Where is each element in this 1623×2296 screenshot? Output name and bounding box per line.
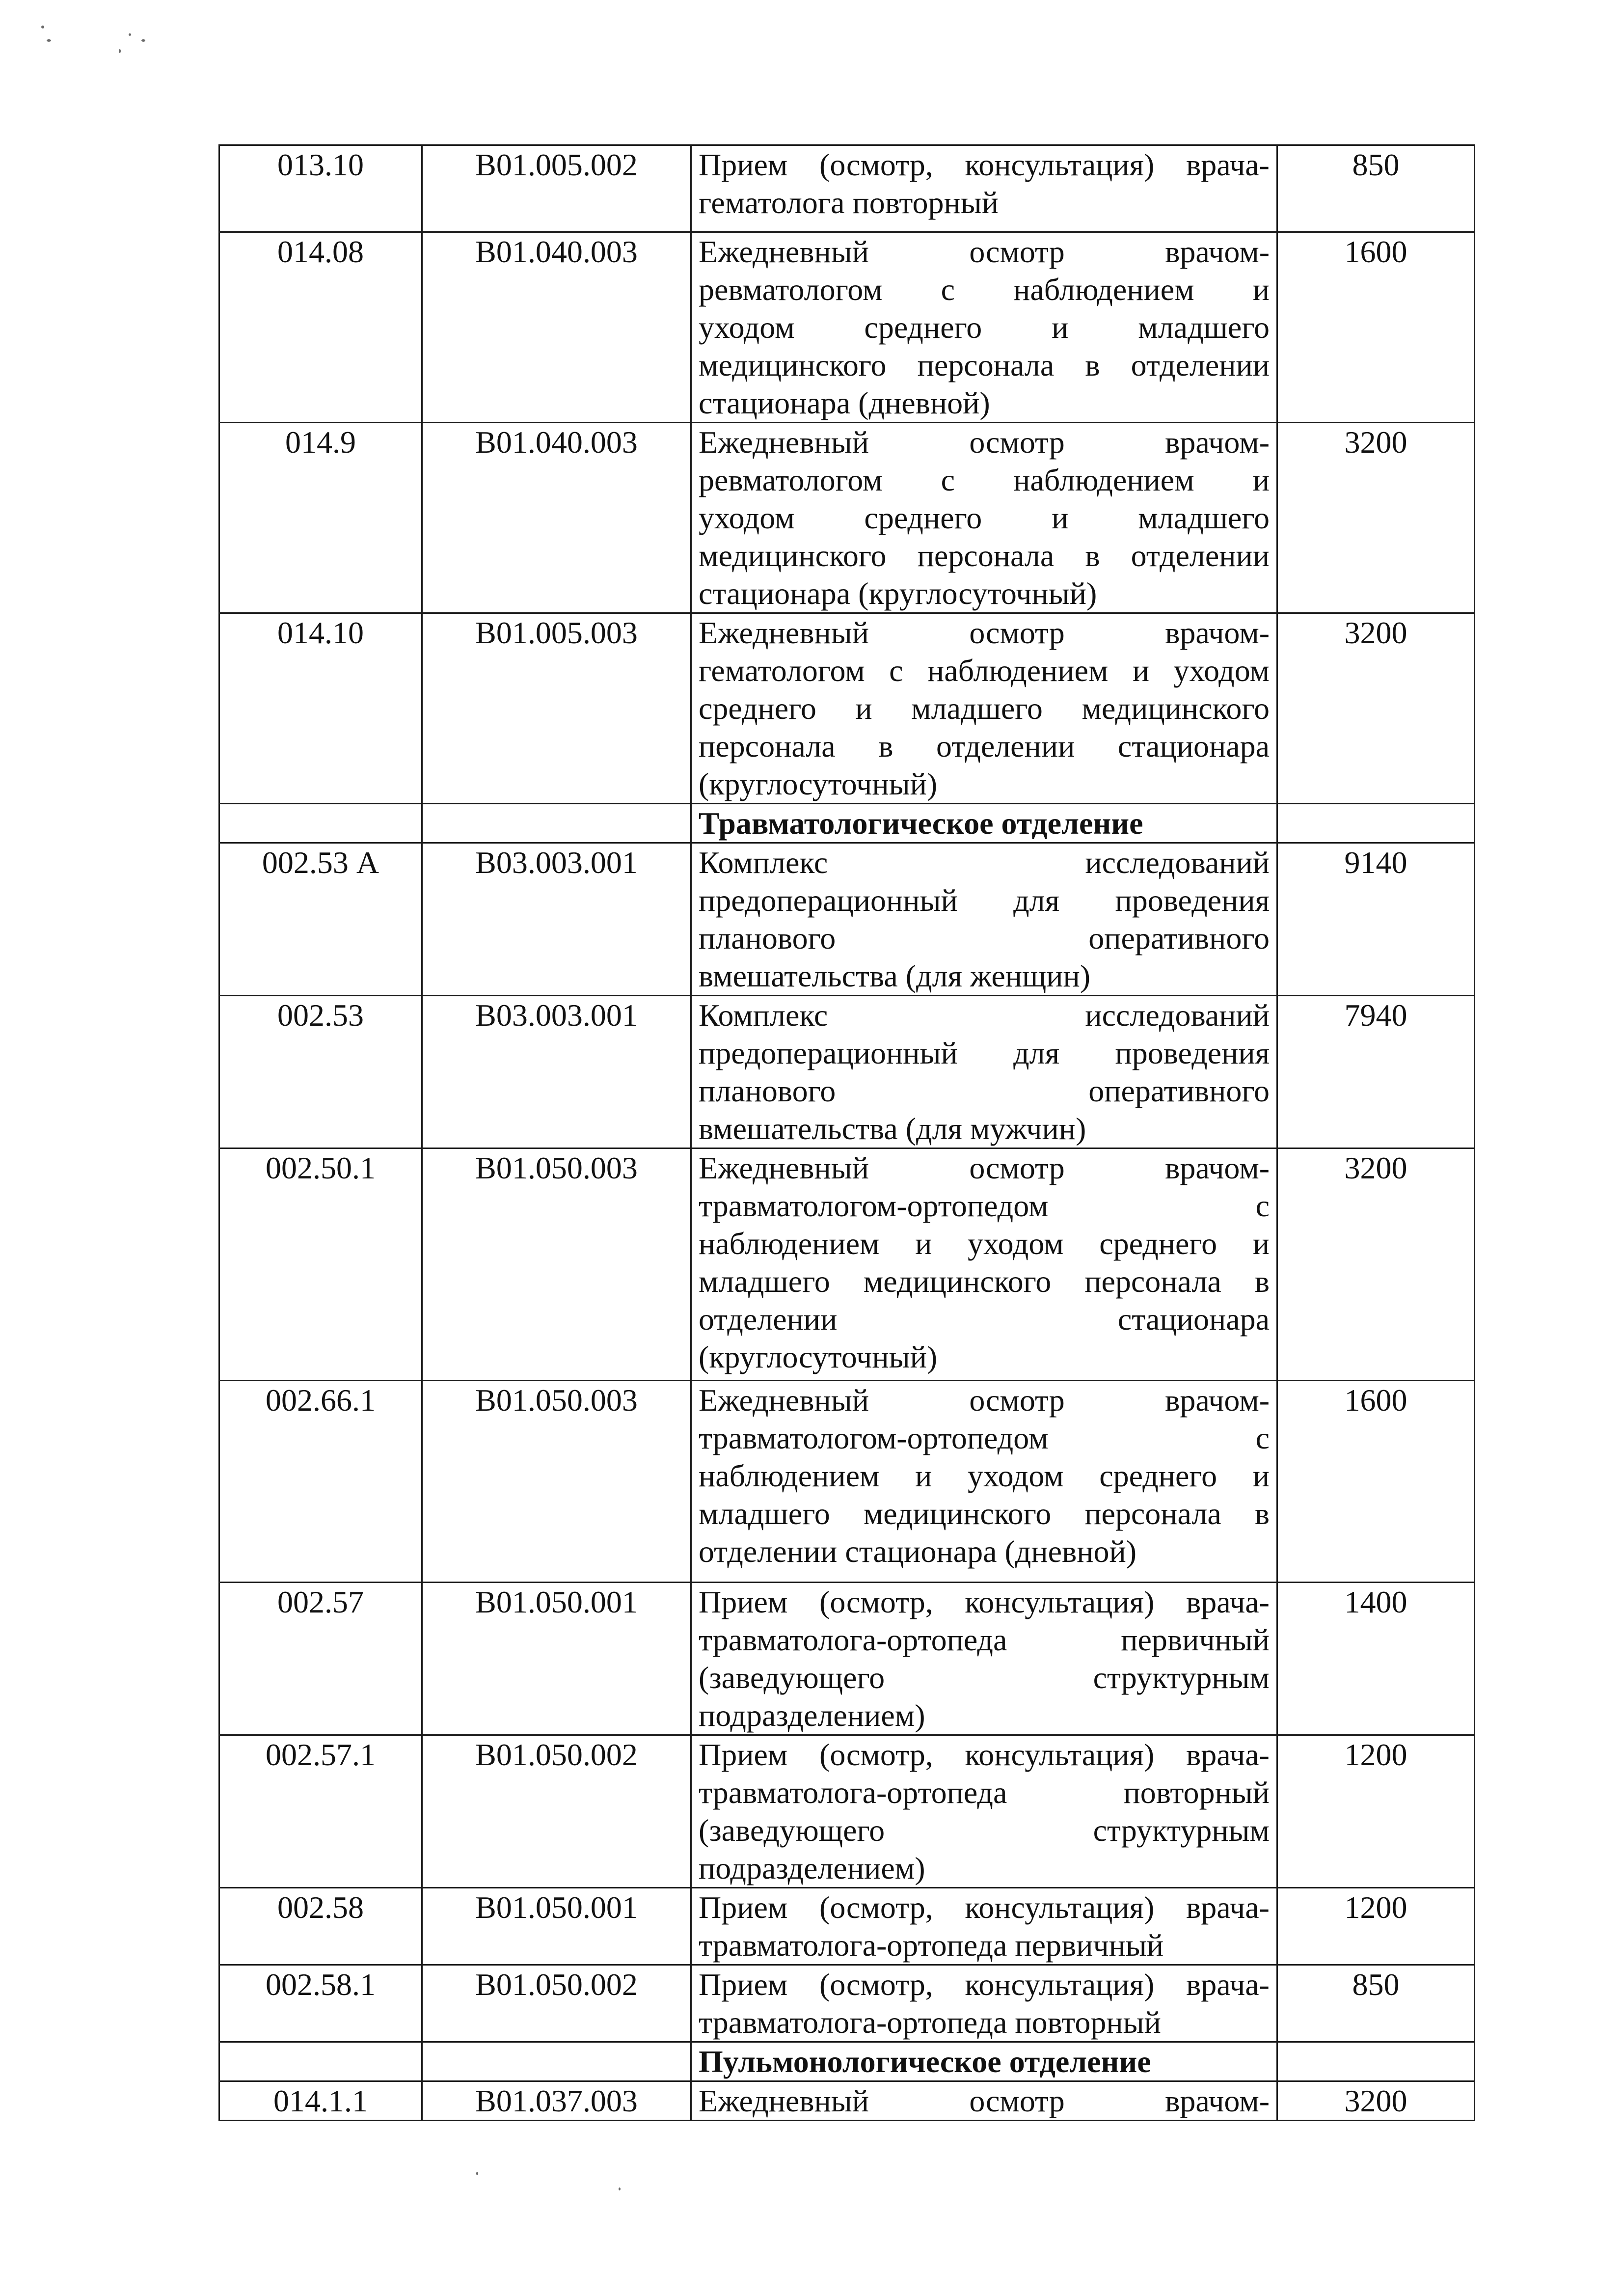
word: оперативного xyxy=(1088,1073,1270,1108)
section-header-row xyxy=(219,2042,1475,2081)
description-line: (круглосуточный) xyxy=(699,1339,938,1374)
description-line xyxy=(699,881,1270,919)
word: врача- xyxy=(1186,1585,1270,1619)
description-cell xyxy=(691,1148,1277,1381)
word: врача- xyxy=(1186,1890,1270,1925)
scan-speck xyxy=(41,26,44,28)
word: структурным xyxy=(1093,1813,1270,1848)
service-code: B01.050.002 xyxy=(475,1967,638,2002)
word: среднего xyxy=(864,310,982,345)
price-value: 3200 xyxy=(1344,425,1407,460)
table-row xyxy=(219,1888,1475,1965)
word: уходом xyxy=(1173,653,1270,688)
table-row xyxy=(219,843,1475,996)
word: персонала xyxy=(1084,1496,1221,1531)
word: и xyxy=(1252,463,1270,497)
word: стационара xyxy=(1117,729,1270,764)
description-line xyxy=(699,996,1270,1034)
word: (осмотр, xyxy=(819,1585,933,1619)
code-cell xyxy=(219,1888,422,1965)
word: (осмотр, xyxy=(819,147,933,182)
code-cell xyxy=(219,996,422,1148)
word: осмотр xyxy=(969,1383,1065,1418)
tariff-code: 002.66.1 xyxy=(266,1383,376,1418)
code-cell xyxy=(219,1735,422,1888)
word: уходом xyxy=(699,500,795,535)
word: младшего xyxy=(699,1496,830,1531)
word: и xyxy=(1252,1226,1270,1261)
tariff-code: 002.57 xyxy=(277,1585,364,1619)
service-code-cell xyxy=(422,843,691,996)
description-cell xyxy=(691,613,1277,804)
description-cell xyxy=(691,996,1277,1148)
section-title: Пульмонологическое отделение xyxy=(699,2044,1151,2079)
price-list-table xyxy=(218,144,1475,2121)
tariff-code: 014.9 xyxy=(285,425,356,460)
word: осмотр xyxy=(969,1150,1065,1185)
word: осмотр xyxy=(969,615,1065,650)
word: и xyxy=(915,1226,932,1261)
price-cell xyxy=(1277,1965,1475,2042)
description-line: вмешательства (для мужчин) xyxy=(699,1111,1086,1146)
service-code: B01.050.001 xyxy=(475,1585,638,1619)
word: с xyxy=(889,653,903,688)
empty-cell xyxy=(219,2042,422,2081)
word: среднего xyxy=(864,500,982,535)
service-code-cell xyxy=(422,232,691,423)
description-line xyxy=(699,1966,1270,2003)
word: осмотр xyxy=(969,425,1065,460)
description-cell xyxy=(691,1583,1277,1735)
word: младшего xyxy=(1138,310,1270,345)
description-line: подразделением) xyxy=(699,1851,925,1886)
word: Прием xyxy=(699,1890,788,1925)
word: травматолога-ортопеда xyxy=(699,1622,1007,1657)
description-line xyxy=(699,1419,1270,1457)
word: Комплекс xyxy=(699,998,828,1033)
word: младшего xyxy=(1138,500,1270,535)
word: наблюдением xyxy=(1013,272,1194,307)
description-line xyxy=(699,1262,1270,1300)
service-code-cell xyxy=(422,613,691,804)
description-line xyxy=(699,1888,1270,1926)
description-line xyxy=(699,727,1270,765)
word: медицинского xyxy=(699,348,887,383)
service-code: B01.005.002 xyxy=(475,147,638,182)
word: среднего xyxy=(699,691,816,726)
table-row xyxy=(219,232,1475,423)
description-line: гематолога повторный xyxy=(699,185,999,220)
table-row xyxy=(219,423,1475,613)
word: в xyxy=(1254,1496,1270,1531)
description-cell xyxy=(691,1965,1277,2042)
table-row xyxy=(219,1583,1475,1735)
service-code: B01.050.002 xyxy=(475,1737,638,1772)
word: среднего xyxy=(1099,1458,1217,1493)
word: консультация) xyxy=(965,1967,1155,2002)
word: врачом- xyxy=(1165,2083,1270,2118)
word: и xyxy=(1052,500,1069,535)
word: консультация) xyxy=(965,1737,1155,1772)
description-line xyxy=(699,233,1270,271)
word: врача- xyxy=(1186,1737,1270,1772)
service-code-cell xyxy=(422,996,691,1148)
description-line xyxy=(699,1187,1270,1225)
empty-cell xyxy=(422,804,691,843)
word: Ежедневный xyxy=(699,1150,869,1185)
price-cell xyxy=(1277,996,1475,1148)
description-line xyxy=(699,1381,1270,1419)
empty-cell xyxy=(219,804,422,843)
description-line xyxy=(699,1736,1270,1774)
description-cell xyxy=(691,1735,1277,1888)
word: младшего xyxy=(911,691,1043,726)
description-line xyxy=(699,1300,1270,1338)
section-header-row xyxy=(219,804,1475,843)
tariff-code: 002.53 xyxy=(277,998,364,1033)
service-code-cell xyxy=(422,1888,691,1965)
price-cell xyxy=(1277,232,1475,423)
code-cell xyxy=(219,1381,422,1583)
word: ревматологом xyxy=(699,272,883,307)
scan-speck xyxy=(619,2187,621,2190)
description-cell xyxy=(691,843,1277,996)
word: в xyxy=(878,729,893,764)
word: с xyxy=(1255,1188,1270,1223)
word: консультация) xyxy=(965,1585,1155,1619)
service-code-cell xyxy=(422,1381,691,1583)
service-code: B03.003.001 xyxy=(475,998,638,1033)
description-line xyxy=(699,1072,1270,1110)
description-line xyxy=(699,1149,1270,1187)
service-code: B01.050.003 xyxy=(475,1383,638,1418)
word: Ежедневный xyxy=(699,234,869,269)
word: Ежедневный xyxy=(699,2083,869,2118)
description-line xyxy=(699,844,1270,881)
word: и xyxy=(1252,272,1270,307)
service-code-cell xyxy=(422,145,691,232)
price-cell xyxy=(1277,1148,1475,1381)
description-line xyxy=(699,614,1270,652)
word: врача- xyxy=(1186,147,1270,182)
price-cell xyxy=(1277,2081,1475,2121)
description-line xyxy=(699,1495,1270,1532)
word: Прием xyxy=(699,1585,788,1619)
word: Ежедневный xyxy=(699,1383,869,1418)
price-cell xyxy=(1277,1888,1475,1965)
scan-speck xyxy=(476,2172,478,2175)
table-row xyxy=(219,2081,1475,2121)
price-value: 3200 xyxy=(1344,1150,1407,1185)
tariff-code: 014.1.1 xyxy=(273,2083,368,2118)
word: консультация) xyxy=(965,147,1155,182)
word: предоперационный xyxy=(699,1036,958,1070)
word: повторный xyxy=(1123,1775,1270,1810)
table-row xyxy=(219,996,1475,1148)
word: медицинского xyxy=(699,538,887,573)
word: с xyxy=(941,272,955,307)
word: врача- xyxy=(1186,1967,1270,2002)
price-cell xyxy=(1277,613,1475,804)
section-title-cell xyxy=(691,804,1277,843)
word: оперативного xyxy=(1088,921,1270,956)
section-title: Травматологическое отделение xyxy=(699,806,1143,841)
word: Прием xyxy=(699,1737,788,1772)
word: отделении xyxy=(1131,348,1270,383)
description-line xyxy=(699,919,1270,957)
word: и xyxy=(1132,653,1150,688)
word: (заведующего xyxy=(699,1813,885,1848)
code-cell xyxy=(219,613,422,804)
price-value: 850 xyxy=(1352,1967,1400,2002)
word: первичный xyxy=(1121,1622,1270,1657)
word: Прием xyxy=(699,147,788,182)
price-cell xyxy=(1277,423,1475,613)
word: проведения xyxy=(1115,1036,1270,1070)
description-line xyxy=(699,308,1270,346)
word: травматолога-ортопеда xyxy=(699,1775,1007,1810)
word: исследований xyxy=(1085,998,1270,1033)
description-line: стационара (дневной) xyxy=(699,385,990,420)
description-line: травматолога-ортопеда повторный xyxy=(699,2005,1161,2040)
word: осмотр xyxy=(969,2083,1065,2118)
word: структурным xyxy=(1093,1660,1270,1695)
word: планового xyxy=(699,1073,836,1108)
word: среднего xyxy=(1099,1226,1217,1261)
description-line xyxy=(699,499,1270,537)
word: наблюдением xyxy=(1013,463,1194,497)
word: врачом- xyxy=(1165,1383,1270,1418)
word: наблюдением xyxy=(699,1458,880,1493)
word: (осмотр, xyxy=(819,1890,933,1925)
word: (заведующего xyxy=(699,1660,885,1695)
service-code: B01.040.003 xyxy=(475,234,638,269)
table-row xyxy=(219,1148,1475,1381)
word: отделении xyxy=(1131,538,1270,573)
description-line: отделении стационара (дневной) xyxy=(699,1534,1137,1569)
word: для xyxy=(1013,1036,1060,1070)
price-value: 1200 xyxy=(1344,1890,1407,1925)
description-line xyxy=(699,1583,1270,1621)
price-cell xyxy=(1277,1735,1475,1888)
tariff-code: 013.10 xyxy=(277,147,364,182)
tariff-code: 002.58 xyxy=(277,1890,364,1925)
scan-speck xyxy=(129,33,131,36)
description-cell xyxy=(691,423,1277,613)
description-line xyxy=(699,271,1270,308)
scan-speck xyxy=(141,39,145,42)
word: планового xyxy=(699,921,836,956)
table-row xyxy=(219,145,1475,232)
word: осмотр xyxy=(969,234,1065,269)
word: и xyxy=(855,691,872,726)
word: травматологом-ортопедом xyxy=(699,1188,1049,1223)
tariff-code: 002.58.1 xyxy=(266,1967,376,2002)
word: консультация) xyxy=(965,1890,1155,1925)
tariff-code: 002.57.1 xyxy=(266,1737,376,1772)
word: (осмотр, xyxy=(819,1737,933,1772)
word: Комплекс xyxy=(699,845,828,880)
description-line xyxy=(699,2082,1270,2120)
service-code: B01.005.003 xyxy=(475,615,638,650)
description-line: стационара (круглосуточный) xyxy=(699,576,1097,611)
price-value: 9140 xyxy=(1344,845,1407,880)
price-value: 3200 xyxy=(1344,615,1407,650)
price-value: 1200 xyxy=(1344,1737,1407,1772)
description-cell xyxy=(691,2081,1277,2121)
service-code-cell xyxy=(422,1735,691,1888)
code-cell xyxy=(219,1965,422,2042)
scan-speck xyxy=(119,49,121,53)
service-code: B01.050.003 xyxy=(475,1150,638,1185)
word: персонала xyxy=(1084,1264,1221,1299)
description-cell xyxy=(691,1381,1277,1583)
code-cell xyxy=(219,843,422,996)
word: уходом xyxy=(699,310,795,345)
description-line xyxy=(699,1621,1270,1659)
word: врачом- xyxy=(1165,615,1270,650)
price-value: 850 xyxy=(1352,147,1400,182)
word: Прием xyxy=(699,1967,788,2002)
description-cell xyxy=(691,1888,1277,1965)
price-value: 1600 xyxy=(1344,234,1407,269)
word: отделении xyxy=(936,729,1075,764)
word: младшего xyxy=(699,1264,830,1299)
table-row xyxy=(219,1381,1475,1583)
service-code-cell xyxy=(422,1583,691,1735)
word: врачом- xyxy=(1165,234,1270,269)
price-value: 1600 xyxy=(1344,1383,1407,1418)
word: с xyxy=(941,463,955,497)
tariff-code: 014.08 xyxy=(277,234,364,269)
code-cell xyxy=(219,1148,422,1381)
word: уходом xyxy=(968,1458,1064,1493)
word: медицинского xyxy=(863,1264,1052,1299)
description-line xyxy=(699,1811,1270,1849)
code-cell xyxy=(219,232,422,423)
description-line xyxy=(699,423,1270,461)
empty-cell xyxy=(1277,804,1475,843)
word: ревматологом xyxy=(699,463,883,497)
empty-cell xyxy=(1277,2042,1475,2081)
service-code-cell xyxy=(422,423,691,613)
word: гематологом xyxy=(699,653,865,688)
description-line xyxy=(699,1659,1270,1696)
description-cell xyxy=(691,145,1277,232)
word: и xyxy=(915,1458,932,1493)
word: наблюдением xyxy=(699,1226,880,1261)
word: стационара xyxy=(1117,1302,1270,1337)
description-line xyxy=(699,1034,1270,1072)
word: с xyxy=(1255,1421,1270,1455)
word: травматологом-ортопедом xyxy=(699,1421,1049,1455)
word: отделении xyxy=(699,1302,838,1337)
description-cell xyxy=(691,232,1277,423)
word: для xyxy=(1013,883,1060,918)
description-line xyxy=(699,1774,1270,1811)
code-cell xyxy=(219,2081,422,2121)
code-cell xyxy=(219,423,422,613)
word: и xyxy=(1052,310,1069,345)
table-row xyxy=(219,1735,1475,1888)
service-code: B03.003.001 xyxy=(475,845,638,880)
word: предоперационный xyxy=(699,883,958,918)
service-code-cell xyxy=(422,1965,691,2042)
description-line xyxy=(699,461,1270,499)
table-row xyxy=(219,613,1475,804)
price-list-body xyxy=(219,145,1475,2121)
price-value: 3200 xyxy=(1344,2083,1407,2118)
scan-speck xyxy=(47,39,51,42)
tariff-code: 002.50.1 xyxy=(266,1150,376,1185)
price-value: 7940 xyxy=(1344,998,1407,1033)
price-cell xyxy=(1277,145,1475,232)
word: наблюдением xyxy=(927,653,1109,688)
empty-cell xyxy=(422,2042,691,2081)
word: исследований xyxy=(1085,845,1270,880)
word: в xyxy=(1085,538,1100,573)
word: персонала xyxy=(917,348,1055,383)
description-line xyxy=(699,1225,1270,1262)
word: Ежедневный xyxy=(699,425,869,460)
description-line: вмешательства (для женщин) xyxy=(699,958,1091,993)
description-line xyxy=(699,1457,1270,1495)
service-code-cell xyxy=(422,1148,691,1381)
word: уходом xyxy=(968,1226,1064,1261)
word: и xyxy=(1252,1458,1270,1493)
service-code: B01.040.003 xyxy=(475,425,638,460)
section-title-cell xyxy=(691,2042,1277,2081)
code-cell xyxy=(219,145,422,232)
word: медицинского xyxy=(863,1496,1052,1531)
word: врачом- xyxy=(1165,1150,1270,1185)
price-cell xyxy=(1277,1583,1475,1735)
description-line: травматолога-ортопеда первичный xyxy=(699,1928,1164,1963)
word: медицинского xyxy=(1082,691,1270,726)
word: в xyxy=(1254,1264,1270,1299)
word: персонала xyxy=(917,538,1055,573)
service-code-cell xyxy=(422,2081,691,2121)
description-line: (круглосуточный) xyxy=(699,766,938,801)
word: в xyxy=(1085,348,1100,383)
description-line xyxy=(699,689,1270,727)
description-line xyxy=(699,652,1270,689)
tariff-code: 014.10 xyxy=(277,615,364,650)
price-value: 1400 xyxy=(1344,1585,1407,1619)
word: Ежедневный xyxy=(699,615,869,650)
description-line xyxy=(699,346,1270,384)
code-cell xyxy=(219,1583,422,1735)
word: проведения xyxy=(1115,883,1270,918)
price-cell xyxy=(1277,1381,1475,1583)
price-cell xyxy=(1277,843,1475,996)
word: персонала xyxy=(699,729,836,764)
description-line xyxy=(699,537,1270,574)
word: (осмотр, xyxy=(819,1967,933,2002)
word: врачом- xyxy=(1165,425,1270,460)
description-line xyxy=(699,146,1270,184)
description-line: подразделением) xyxy=(699,1698,925,1733)
service-code: B01.050.001 xyxy=(475,1890,638,1925)
service-code: B01.037.003 xyxy=(475,2083,638,2118)
table-row xyxy=(219,1965,1475,2042)
tariff-code: 002.53 А xyxy=(262,845,379,880)
